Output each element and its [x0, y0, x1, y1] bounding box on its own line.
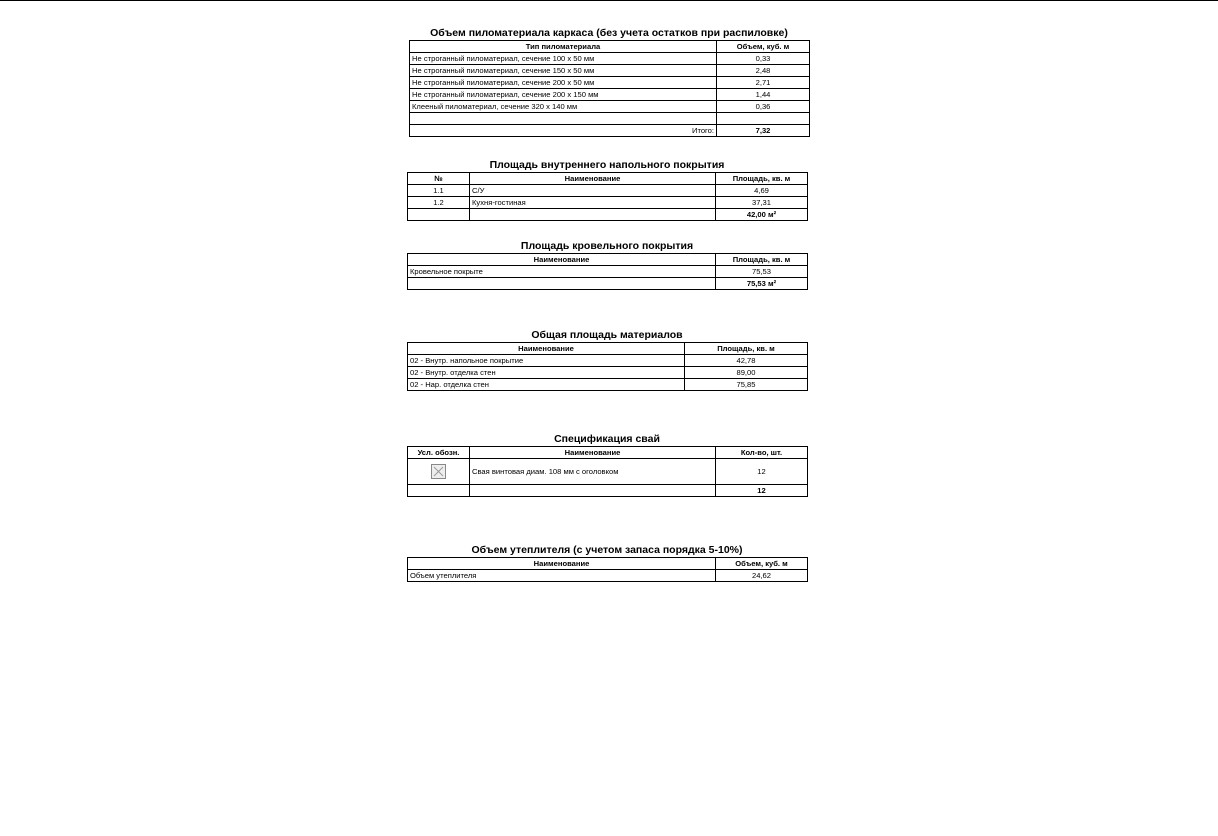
table-header-row — [408, 254, 808, 266]
header-cell: Наименование — [408, 254, 716, 266]
table-row — [408, 459, 808, 485]
total-row — [408, 209, 808, 221]
lumber-volume-cell: 0,33 — [717, 53, 810, 65]
table-row-empty — [410, 113, 810, 125]
header-cell: Объем, куб. м — [716, 558, 808, 570]
table-row — [410, 89, 810, 101]
table-header-row — [408, 447, 808, 459]
table-header-row — [408, 343, 808, 355]
lumber-type-cell: Клееный пиломатериал, сечение 320 x 140 мм — [410, 101, 717, 113]
lumber-volume-cell: 2,48 — [717, 65, 810, 77]
header-cell: Объем, куб. м — [717, 41, 810, 53]
piles-section — [407, 433, 807, 497]
materials-section — [407, 329, 807, 391]
table-row — [410, 53, 810, 65]
header-cell: Наименование — [470, 173, 716, 185]
lumber-type-cell: Не строганный пиломатериал, сечение 100 x 50 мм — [410, 53, 717, 65]
table-header-row — [408, 173, 808, 185]
room-number-cell: 1.2 — [408, 197, 470, 209]
material-name-cell: 02 - Нар. отделка стен — [408, 379, 685, 391]
table-row — [410, 65, 810, 77]
material-name-cell: 02 - Внутр. напольное покрытие — [408, 355, 685, 367]
insulation-name-cell: Объем утеплителя — [408, 570, 716, 582]
piles-table — [407, 446, 808, 497]
floor-title: Площадь внутреннего напольного покрытия — [489, 159, 725, 171]
header-cell: Кол-во, шт. — [716, 447, 808, 459]
table-row — [408, 266, 808, 278]
empty-cell — [408, 485, 470, 497]
header-cell: Площадь, кв. м — [685, 343, 808, 355]
total-value: 7,32 — [717, 125, 810, 137]
room-area-cell: 4,69 — [716, 185, 808, 197]
lumber-type-cell: Не строганный пиломатериал, сечение 200 x 150 мм — [410, 89, 717, 101]
header-cell: Наименование — [408, 558, 716, 570]
lumber-type-cell: Не строганный пиломатериал, сечение 200 x 50 мм — [410, 77, 717, 89]
insulation-volume-cell: 24,62 — [716, 570, 808, 582]
empty-cell — [470, 485, 716, 497]
table-row — [408, 379, 808, 391]
table-row — [408, 570, 808, 582]
table-header-row — [408, 558, 808, 570]
header-cell: № — [408, 173, 470, 185]
materials-title: Общая площадь материалов — [531, 329, 683, 341]
empty-cell — [717, 113, 810, 125]
top-border-line — [0, 0, 1218, 1]
table-row — [410, 101, 810, 113]
material-area-cell: 42,78 — [685, 355, 808, 367]
total-value: 42,00 м² — [716, 209, 808, 221]
pile-count-cell: 12 — [716, 459, 808, 485]
empty-cell — [408, 278, 716, 290]
room-name-cell: С/У — [470, 185, 716, 197]
header-cell: Площадь, кв. м — [716, 254, 808, 266]
empty-cell — [410, 113, 717, 125]
pile-symbol-cell — [408, 459, 470, 485]
floor-table — [407, 172, 808, 221]
insulation-table — [407, 557, 808, 582]
header-cell: Площадь, кв. м — [716, 173, 808, 185]
pile-name-cell: Свая винтовая диам. 108 мм с оголовком — [470, 459, 716, 485]
material-name-cell: 02 - Внутр. отделка стен — [408, 367, 685, 379]
insulation-section — [407, 544, 807, 582]
room-number-cell: 1.1 — [408, 185, 470, 197]
total-label: Итого: — [410, 125, 717, 137]
roof-table — [407, 253, 808, 290]
lumber-volume-cell: 0,36 — [717, 101, 810, 113]
table-row — [410, 77, 810, 89]
material-area-cell: 89,00 — [685, 367, 808, 379]
room-area-cell: 37,31 — [716, 197, 808, 209]
empty-cell — [408, 209, 470, 221]
total-row — [408, 278, 808, 290]
table-row — [408, 197, 808, 209]
lumber-title: Объем пиломатериала каркаса (без учета остатков при распиловке) — [430, 27, 788, 39]
total-value: 12 — [716, 485, 808, 497]
lumber-section — [409, 27, 809, 137]
header-cell: Тип пиломатериала — [410, 41, 717, 53]
roof-title: Площадь кровельного покрытия — [520, 240, 694, 252]
table-header-row — [410, 41, 810, 53]
table-row — [408, 185, 808, 197]
header-cell: Наименование — [408, 343, 685, 355]
total-row — [408, 485, 808, 497]
table-row — [408, 355, 808, 367]
room-name-cell: Кухня-гостиная — [470, 197, 716, 209]
header-cell: Наименование — [470, 447, 716, 459]
header-cell: Усл. обозн. — [408, 447, 470, 459]
lumber-volume-cell: 1,44 — [717, 89, 810, 101]
lumber-type-cell: Не строганный пиломатериал, сечение 150 x 50 мм — [410, 65, 717, 77]
roof-name-cell: Кровельное покрыте — [408, 266, 716, 278]
material-area-cell: 75,85 — [685, 379, 808, 391]
empty-cell — [470, 209, 716, 221]
piles-title: Спецификация свай — [554, 433, 660, 445]
roof-area-cell: 75,53 — [716, 266, 808, 278]
lumber-volume-cell: 2,71 — [717, 77, 810, 89]
table-row — [408, 367, 808, 379]
total-row — [410, 125, 810, 137]
screw-pile-icon — [431, 464, 446, 479]
insulation-title: Объем утеплителя (с учетом запаса порядка 5-10%) — [471, 544, 743, 556]
floor-section — [407, 159, 807, 221]
total-value: 75,53 м² — [716, 278, 808, 290]
lumber-table — [409, 40, 810, 137]
roof-section — [407, 240, 807, 290]
materials-table — [407, 342, 808, 391]
